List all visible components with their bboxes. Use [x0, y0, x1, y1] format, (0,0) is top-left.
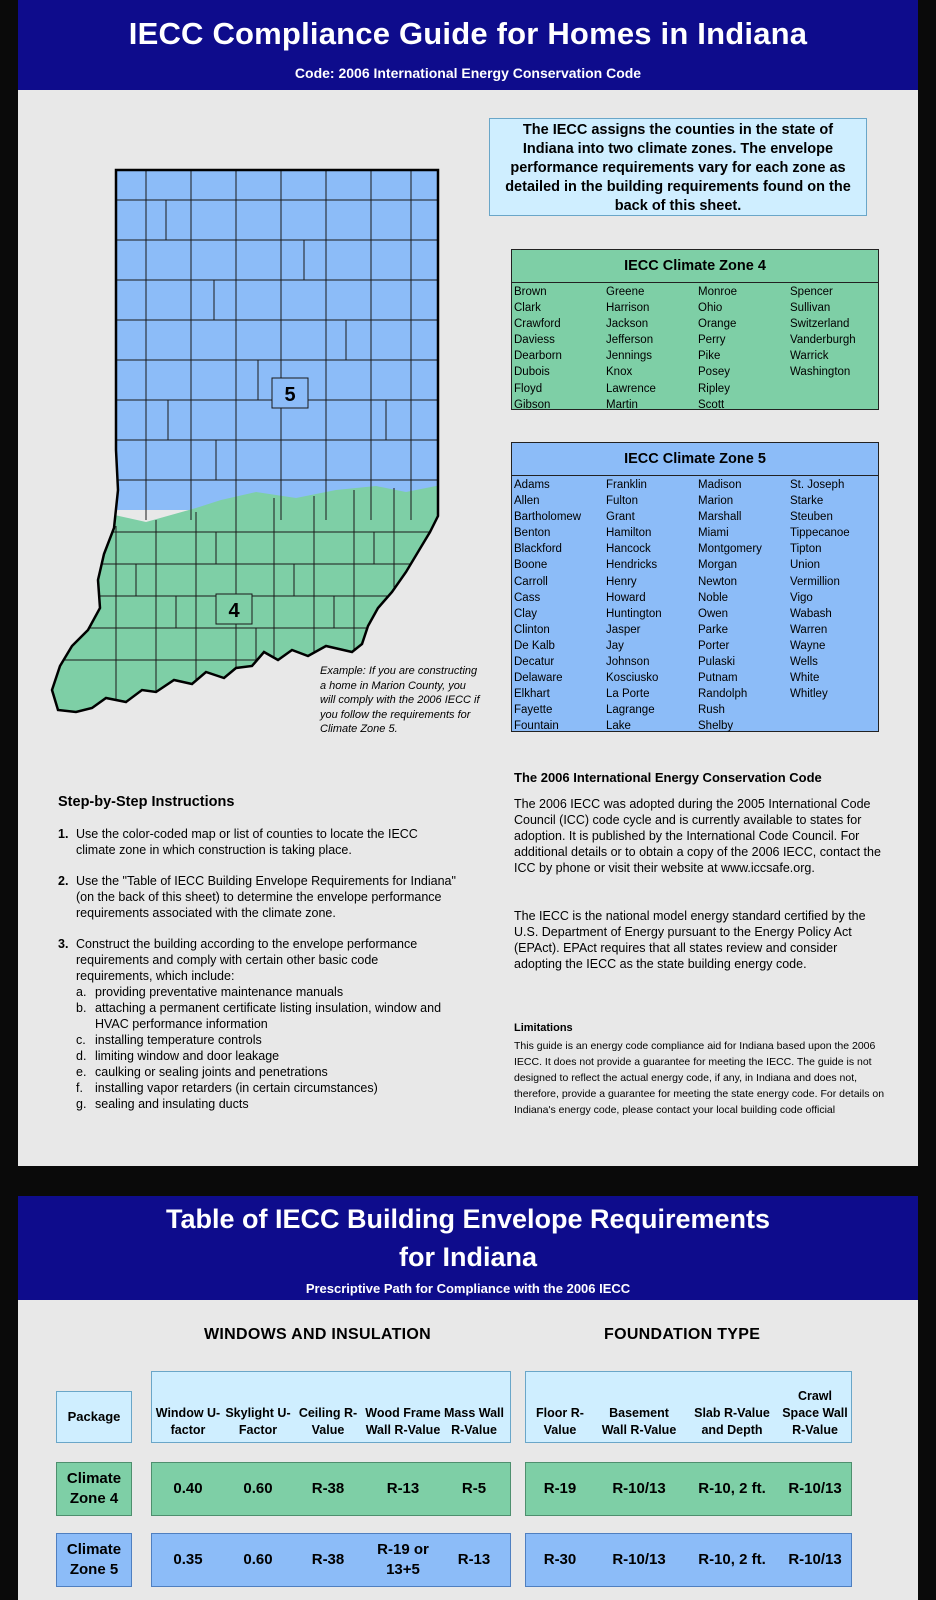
- code-section-title: The 2006 International Energy Conservation Code: [514, 770, 822, 785]
- step-3-sub-item: [76, 1048, 458, 1064]
- county-name: Bartholomew: [514, 511, 582, 524]
- county-name: Grant: [606, 511, 635, 524]
- requirement-value: R-10, 2 ft.: [698, 1480, 766, 1497]
- table-header: [18, 1196, 918, 1300]
- county-name: Henry: [606, 575, 637, 588]
- county-name: Cass: [514, 591, 541, 604]
- county-name: Brown: [514, 286, 547, 298]
- step-number: 2.: [58, 874, 69, 888]
- county-name: Boone: [514, 559, 548, 572]
- climate-zone-5-table: [511, 442, 879, 732]
- county-name: Floyd: [514, 382, 543, 395]
- zone-5-map-label: 5: [284, 384, 296, 406]
- sub-item-text: providing preventative maintenance manuals: [95, 985, 344, 999]
- step-number: 1.: [58, 827, 69, 841]
- county-name: Clinton: [514, 623, 550, 636]
- zone-5-row-label: Climate Zone 5: [66, 1541, 122, 1578]
- county-name: Scott: [698, 398, 725, 411]
- county-name: Howard: [606, 591, 646, 604]
- column-header: Window U-factor: [155, 1406, 221, 1437]
- county-name: Morgan: [698, 559, 737, 572]
- county-name: Delaware: [514, 672, 563, 685]
- zone-4-title: IECC Climate Zone 4: [512, 250, 878, 283]
- step-text: Construct the building according to the envelope performance requirements and comply with certain other basic code requirements, which include:: [76, 937, 418, 983]
- code-paragraph-1: The 2006 IECC was adopted during the 2005 International Code Council (ICC) code cycle and is currently available to states for adoption. It is published by the International Code Council. For additional details or to obtain a copy of the 2006 IECC, contact the ICC by phone or visit their website at www.iccsafe.org.: [514, 797, 881, 875]
- county-name: Steuben: [790, 511, 833, 524]
- step-3-sub-item: [76, 984, 458, 1000]
- county-name: Ohio: [698, 302, 723, 315]
- step-3-sub-item: [76, 1080, 458, 1096]
- step-3-sub-item: [76, 1000, 458, 1032]
- column-header: Floor R-Value: [536, 1406, 584, 1437]
- county-name: Vigo: [790, 591, 813, 604]
- zone-4-row-label: Climate Zone 4: [66, 1470, 122, 1507]
- zone-5-county-list: [512, 477, 878, 735]
- county-name: Union: [790, 559, 821, 572]
- county-name: Porter: [698, 639, 730, 652]
- sub-item-letter: f.: [76, 1081, 83, 1095]
- county-name: [788, 718, 880, 734]
- sub-item-text: installing vapor retarders (in certain circumstances): [95, 1081, 378, 1095]
- sub-item-text: installing temperature controls: [95, 1033, 262, 1047]
- county-name: Orange: [698, 318, 737, 331]
- county-name: Dearborn: [514, 350, 562, 363]
- requirement-value: R-10, 2 ft.: [698, 1551, 766, 1568]
- sub-item-text: caulking or sealing joints and penetrations: [95, 1065, 328, 1079]
- column-header: Skylight U-Factor: [225, 1406, 291, 1437]
- column-header: Slab R-Value and Depth: [694, 1406, 770, 1437]
- county-name: Ripley: [698, 382, 730, 395]
- column-header: Wood Frame Wall R-Value: [365, 1406, 441, 1437]
- county-name: Shelby: [698, 720, 734, 733]
- county-name: Starke: [790, 495, 824, 508]
- steps-title: Step-by-Step Instructions: [58, 794, 235, 810]
- county-name: Knox: [606, 366, 633, 379]
- county-name: Crawford: [514, 318, 561, 331]
- county-name: Posey: [698, 366, 730, 379]
- county-name: Newton: [698, 575, 737, 588]
- county-name: Allen: [514, 495, 540, 508]
- county-name: Tippecanoe: [790, 527, 850, 540]
- step-3-sub-item: [76, 1064, 458, 1080]
- step-3-sub-items: [76, 984, 458, 1112]
- step-3-sub-item: [76, 1096, 458, 1112]
- step-text: Use the color-coded map or list of counties to locate the IECC climate zone in which construction is taking place.: [76, 827, 418, 857]
- county-name: La Porte: [606, 688, 650, 701]
- requirement-value: R-13: [386, 1480, 420, 1497]
- zone-5-region: [46, 160, 456, 510]
- county-name: Johnson: [606, 656, 650, 669]
- requirement-value: R-10/13: [612, 1551, 666, 1568]
- zone-4-package-cell: [56, 1462, 132, 1516]
- column-header: Ceiling R-Value: [298, 1406, 358, 1437]
- column-header: Mass Wall R-Value: [444, 1406, 504, 1437]
- step-2: [58, 873, 458, 921]
- requirement-value: R-19: [543, 1480, 577, 1497]
- county-name: Vanderburgh: [790, 334, 856, 347]
- zone-4-county-list: [512, 284, 878, 413]
- county-name: Decatur: [514, 656, 555, 669]
- county-name: Parke: [698, 623, 729, 636]
- zone-4-map-label: 4: [228, 600, 240, 622]
- requirement-value: R-10/13: [612, 1480, 666, 1497]
- page-subtitle: Code: 2006 International Energy Conservation Code: [294, 65, 642, 81]
- requirement-value: R-10/13: [788, 1551, 842, 1568]
- county-name: De Kalb: [514, 639, 555, 652]
- table-title-line-1: Table of IECC Building Envelope Requirements: [165, 1204, 771, 1234]
- column-header: Basement Wall R-Value: [601, 1406, 677, 1437]
- county-name: Greene: [606, 286, 645, 298]
- county-name: Lagrange: [606, 704, 655, 717]
- sub-item-letter: d.: [76, 1049, 87, 1063]
- county-name: Monroe: [698, 286, 737, 298]
- county-name: Jackson: [606, 318, 649, 331]
- county-name: Adams: [514, 479, 550, 491]
- county-name: Lawrence: [606, 382, 656, 395]
- requirement-value: 0.40: [173, 1480, 203, 1497]
- page-title: IECC Compliance Guide for Homes in Indiana: [128, 16, 808, 51]
- county-name: Noble: [698, 591, 729, 604]
- county-name: Putnam: [698, 672, 738, 685]
- county-name: Pulaski: [698, 656, 736, 669]
- county-name: Hamilton: [606, 527, 652, 540]
- county-name: Sullivan: [790, 302, 831, 315]
- county-name: Jennings: [606, 350, 653, 363]
- county-name: Randolph: [698, 688, 748, 701]
- requirement-value: R-38: [311, 1551, 345, 1568]
- step-text: Use the "Table of IECC Building Envelope Requirements for Indiana" (on the back of this sheet) to determine the envelope performance requirements associated with the climate zone.: [76, 874, 456, 920]
- county-name: Harrison: [606, 302, 650, 315]
- county-name: [788, 381, 880, 397]
- zone-5-title: IECC Climate Zone 5: [512, 443, 878, 476]
- county-name: Tipton: [790, 543, 822, 556]
- guide-back-page: [18, 1196, 918, 1600]
- table-title-line-2: for Indiana: [398, 1242, 537, 1272]
- sub-item-letter: c.: [76, 1033, 86, 1047]
- sub-item-letter: b.: [76, 1001, 87, 1015]
- requirement-value: 0.60: [243, 1551, 273, 1568]
- step-1: [58, 826, 458, 858]
- county-name: Blackford: [514, 543, 562, 556]
- county-name: Clay: [514, 607, 538, 620]
- table-subtitle: Prescriptive Path for Compliance with the 2006 IECC: [305, 1281, 631, 1296]
- sub-item-letter: e.: [76, 1065, 87, 1079]
- zone-5-package-cell: [56, 1533, 132, 1587]
- county-name: [788, 702, 880, 718]
- package-header-cell: [56, 1391, 132, 1443]
- intro-box: The IECC assigns the counties in the state of Indiana into two climate zones. The envelope performance requirements vary for each zone as detailed in the building requirements found on the back of this sheet.: [489, 118, 867, 216]
- county-name: Pike: [698, 350, 721, 363]
- map-example-note: Example: If you are constructing a home in Marion County, you will comply with the 2006 IECC if you follow the requirements for Climate Zone 5.: [320, 665, 480, 735]
- county-name: Whitley: [790, 688, 828, 701]
- county-name: Warren: [790, 623, 828, 636]
- county-name: Perry: [698, 334, 726, 347]
- county-name: Martin: [606, 398, 638, 411]
- county-name: Hendricks: [606, 559, 658, 572]
- step-number: 3.: [58, 937, 69, 951]
- requirement-value: R-19 or 13+5: [377, 1541, 429, 1578]
- county-name: Lake: [606, 720, 631, 733]
- county-name: Hancock: [606, 543, 651, 556]
- sub-item-text: attaching a permanent certificate listing insulation, window and HVAC performance information: [95, 1001, 442, 1031]
- county-name: Wayne: [790, 639, 826, 652]
- county-name: Marshall: [698, 511, 742, 524]
- package-header: Package: [67, 1409, 121, 1424]
- limitations-text: This guide is an energy code compliance aid for Indiana based upon the 2006 IECC. It does not provide a guarantee for meeting the IECC. The guide is not designed to reflect the actual energy code, if any, in Indiana and does not, therefore, provide a guarantee for meeting the state energy code. For details on Indiana's energy code, please contact your local building code official: [514, 1040, 885, 1116]
- county-name: Owen: [698, 607, 729, 620]
- requirement-value: 0.60: [243, 1480, 273, 1497]
- requirement-value: R-30: [543, 1551, 577, 1568]
- county-name: Jefferson: [606, 334, 654, 347]
- step-3: [58, 936, 458, 1112]
- limitations-title: Limitations: [514, 1022, 573, 1034]
- county-name: Carroll: [514, 575, 548, 588]
- county-name: Madison: [698, 479, 742, 491]
- county-name: Wells: [790, 656, 818, 669]
- county-name: Miami: [698, 527, 729, 540]
- column-header: Crawl Space Wall R-Value: [782, 1389, 848, 1437]
- county-name: Wabash: [790, 607, 832, 620]
- requirement-value: R-13: [457, 1551, 491, 1568]
- foundation-type-heading: FOUNDATION TYPE: [604, 1326, 761, 1343]
- requirement-value: R-5: [461, 1480, 487, 1497]
- county-name: Fayette: [514, 704, 553, 717]
- county-name: Dubois: [514, 366, 550, 379]
- county-name: White: [790, 672, 820, 685]
- sub-item-text: limiting window and door leakage: [95, 1049, 280, 1063]
- county-name: Switzerland: [790, 318, 850, 331]
- page-header: [18, 0, 918, 90]
- code-paragraph-2: The IECC is the national model energy standard certified by the U.S. Department of Energy pursuant to the Energy Policy Act (EPAct). EPAct requires that all states review and consider adopting the IECC as the state building energy code.: [514, 909, 866, 971]
- county-name: Fountain: [514, 720, 559, 733]
- sub-item-letter: g.: [76, 1097, 87, 1111]
- county-name: Washington: [790, 366, 851, 379]
- windows-insulation-heading: WINDOWS AND INSULATION: [204, 1326, 432, 1343]
- county-name: [788, 397, 880, 413]
- indiana-climate-zone-map: [46, 160, 456, 735]
- guide-front-page: [18, 0, 918, 1166]
- county-name: Gibson: [514, 398, 551, 411]
- requirement-value: 0.35: [173, 1551, 203, 1568]
- county-name: Clark: [514, 302, 541, 315]
- county-name: Jasper: [606, 623, 641, 636]
- county-name: Rush: [698, 704, 725, 717]
- county-name: Vermillion: [790, 575, 840, 588]
- county-name: Warrick: [790, 350, 829, 363]
- county-name: Fulton: [606, 495, 638, 508]
- climate-zone-4-table: [511, 249, 879, 410]
- requirement-value: R-10/13: [788, 1480, 842, 1497]
- step-3-sub-item: [76, 1032, 458, 1048]
- step-instructions: [58, 826, 458, 1127]
- county-name: Daviess: [514, 334, 555, 347]
- county-name: Jay: [606, 639, 624, 652]
- county-name: Montgomery: [698, 543, 762, 556]
- county-name: Benton: [514, 527, 551, 540]
- county-name: Kosciusko: [606, 672, 659, 685]
- sub-item-letter: a.: [76, 985, 87, 999]
- county-name: Huntington: [606, 607, 662, 620]
- county-name: Elkhart: [514, 688, 550, 701]
- county-name: St. Joseph: [790, 479, 845, 491]
- county-name: Spencer: [790, 286, 833, 298]
- county-name: Marion: [698, 495, 734, 508]
- sub-item-text: sealing and insulating ducts: [95, 1097, 249, 1111]
- county-name: Franklin: [606, 479, 647, 491]
- requirement-value: R-38: [311, 1480, 345, 1497]
